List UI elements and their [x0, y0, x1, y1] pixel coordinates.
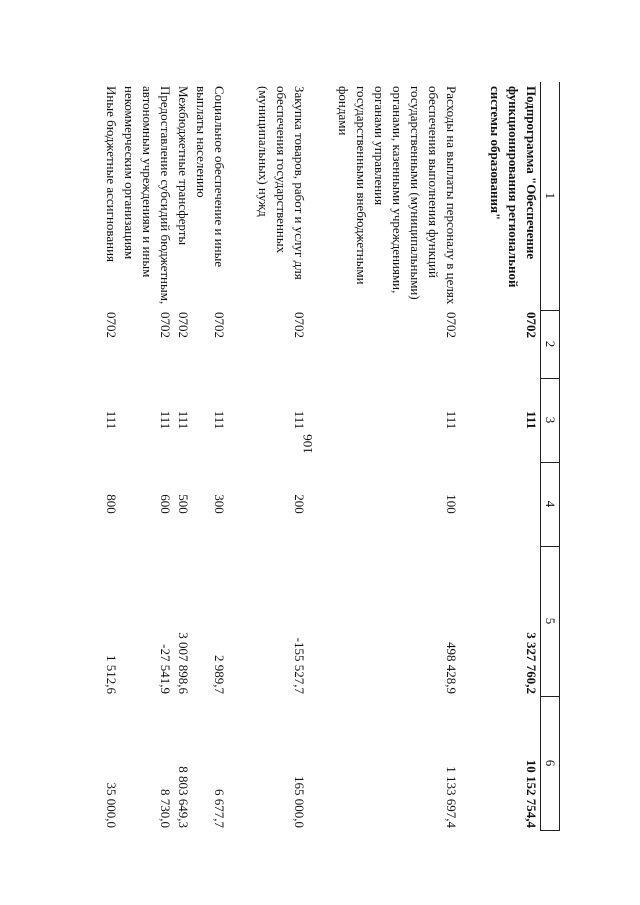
row-name: Подпрограмма "Обеспечение функционирования региональной системы образования"	[488, 86, 539, 288]
table-row	[102, 82, 120, 830]
row-value-col5: -27 541,9	[158, 644, 173, 694]
table-header-row	[541, 82, 560, 830]
column-header: 4	[541, 462, 560, 546]
row-value-col5: 3 327 760,2	[524, 632, 539, 694]
column-header: 6	[541, 696, 560, 830]
column-header: 5	[541, 546, 560, 696]
row-value-col5: 3 007 898,6	[176, 632, 191, 694]
table-row	[228, 82, 308, 830]
row-target-code: 111	[444, 410, 459, 430]
row-expense-type: 500	[176, 494, 191, 514]
row-name: Социальное обеспечение и иные выплаты населению	[194, 86, 227, 268]
row-name: Межбюджетные трансферты	[176, 86, 191, 246]
table-row	[174, 82, 192, 830]
row-value-col6: 35 000,0	[104, 782, 119, 828]
row-value-col6: 165 000,0	[292, 776, 307, 828]
row-section-code: 0702	[444, 312, 459, 338]
row-value-col6: 8 730,0	[158, 789, 173, 828]
row-name: Расходы на выплаты персоналу в целях обеспечения выполнения функций государственными (муниципальными) органами, казенными учреждениями, органами управления государственными внебюджетными фондами	[336, 86, 459, 305]
table-row	[120, 82, 174, 830]
row-section-code: 0702	[104, 312, 119, 338]
row-target-code: 111	[176, 410, 191, 430]
row-section-code: 0702	[158, 312, 173, 338]
row-section-code: 0702	[212, 312, 227, 338]
table-row	[192, 82, 228, 830]
row-target-code: 111	[212, 410, 227, 430]
row-value-col6: 8 803 649,3	[176, 766, 191, 828]
budget-table-container	[80, 82, 560, 830]
row-name: Иные бюджетные ассигнования	[104, 86, 119, 263]
row-value-col5: 1 512,6	[104, 655, 119, 694]
row-value-col5: -155 527,7	[292, 637, 307, 694]
row-target-code: 111	[524, 410, 539, 430]
row-value-col6: 10 152 754,4	[524, 759, 539, 828]
row-expense-type: 300	[212, 494, 227, 514]
row-value-col5: 498 428,9	[444, 642, 459, 694]
column-header: 2	[541, 310, 560, 378]
page-number: 106	[300, 434, 315, 454]
row-target-code: 111	[292, 410, 307, 430]
row-section-code: 0702	[176, 312, 191, 338]
row-expense-type: 100	[444, 494, 459, 514]
table-row	[460, 82, 541, 830]
budget-table	[102, 82, 560, 831]
column-header: 3	[541, 378, 560, 462]
row-name: Закупка товаров, работ и услуг для обеспечения государственных (муниципальных) нужд	[256, 86, 307, 280]
row-value-col5: 2 989,7	[212, 655, 227, 694]
table-row	[308, 82, 460, 830]
row-expense-type: 200	[292, 494, 307, 514]
row-section-code: 0702	[292, 312, 307, 338]
row-expense-type	[460, 462, 541, 546]
row-expense-type: 800	[104, 494, 119, 514]
row-target-code: 111	[158, 410, 173, 430]
row-target-code: 111	[104, 410, 119, 430]
row-expense-type: 600	[158, 494, 173, 514]
row-value-col6: 6 677,7	[212, 789, 227, 828]
column-header: 1	[541, 82, 560, 310]
row-section-code: 0702	[524, 312, 539, 338]
row-value-col6: 1 133 697,4	[444, 766, 459, 828]
row-name: Предоставление субсидий бюджетным, автономным учреждениям и иным некоммерческим организациям	[122, 86, 173, 305]
